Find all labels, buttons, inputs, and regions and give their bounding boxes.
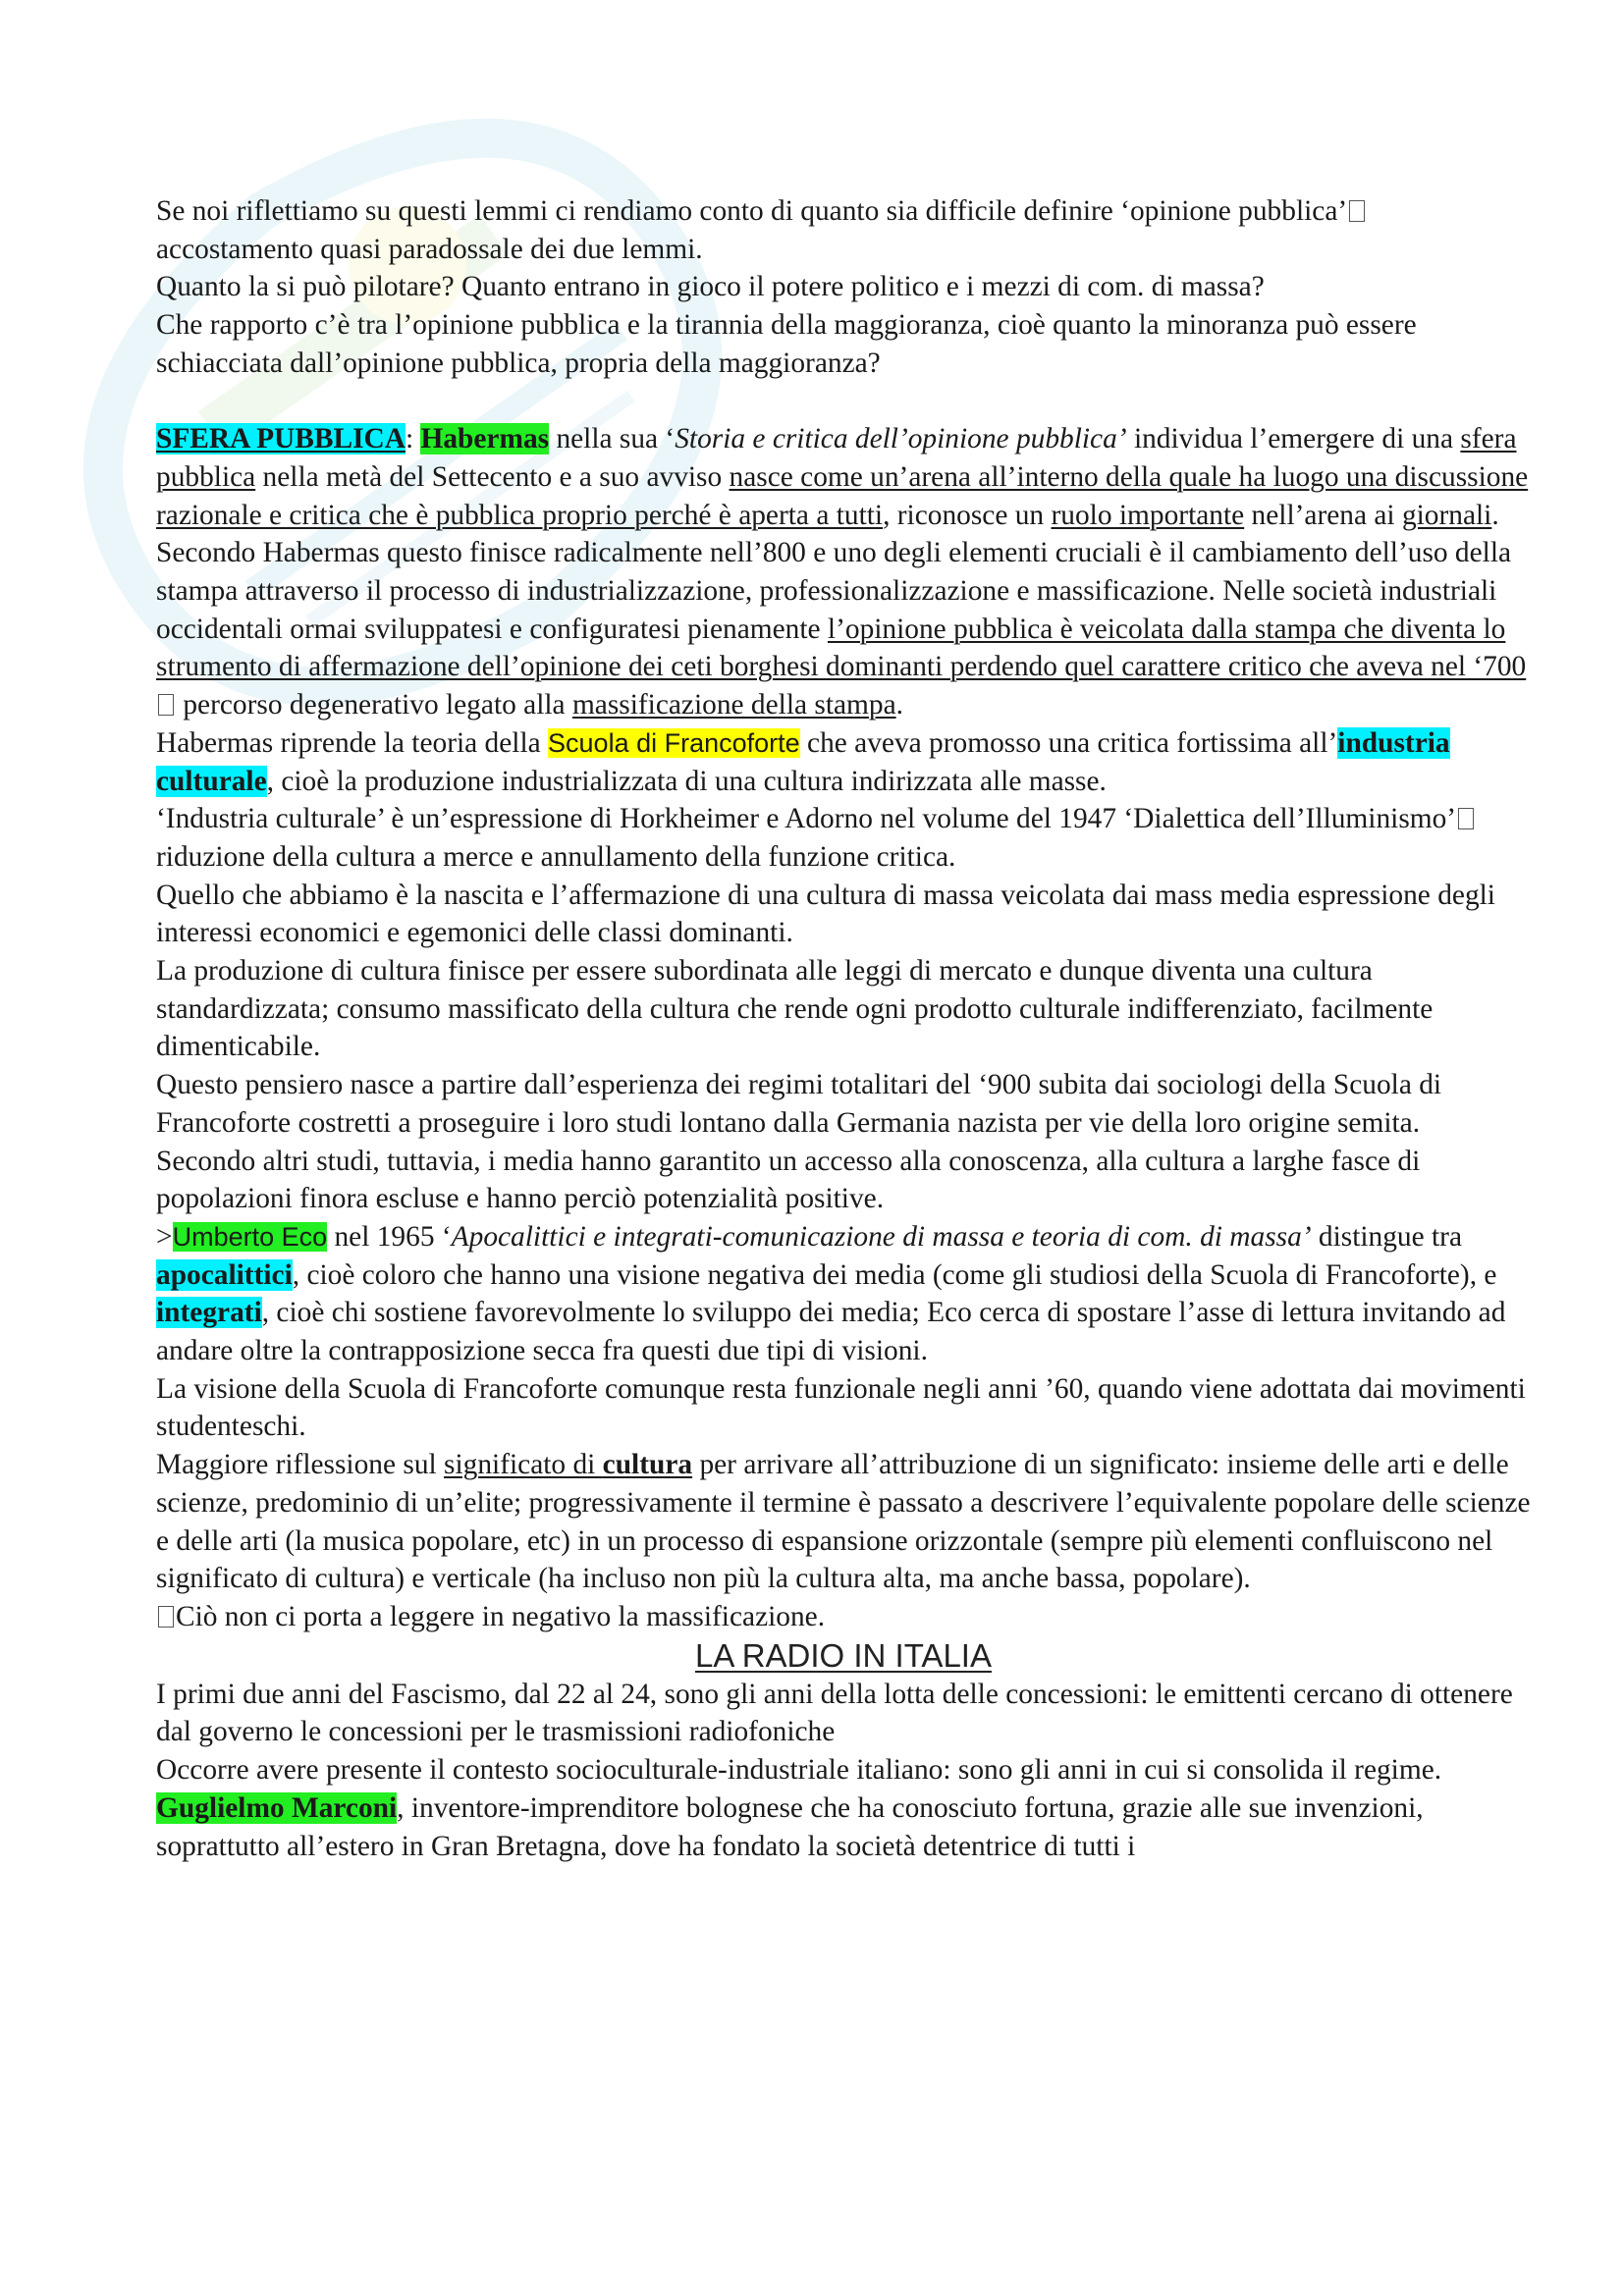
term-apocalittici: apocalittici (156, 1258, 293, 1291)
paragraph-cultura-massa: Quello che abbiamo è la nascita e l’affermazione di una cultura di massa veicolata dai mass media espressione degli interessi economici e egemonici delle classi dominanti. (156, 879, 1495, 949)
paragraph-pensiero: Questo pensiero nasce a partire dall’esperienza dei regimi totalitari del ‘900 subita dai sociologi della Scuola di Francoforte costretti a proseguire i loro studi lontano dalla Germania nazista per vie della loro origine semita. (156, 1069, 1442, 1139)
paragraph-sfera-pubblica: SFERA PUBBLICA: Habermas nella sua ‘Storia e critica dell’opinione pubblica’ individua l’emergere di una sfera pubblica nella metà del Settecento e a suo avviso nasce come un’arena all’interno della quale ha luogo una discussione razionale e critica che è pubblica proprio perché è aperta a tutti, riconosce un ruolo importante nell’arena ai giornali. (156, 423, 1529, 531)
document-body (156, 192, 1531, 1865)
arrow-glyph-icon (1458, 808, 1474, 829)
term-significato-cultura: significato di cultura (444, 1449, 693, 1481)
paragraph-conclusione: Ciò non ci porta a leggere in negativo la massificazione. (156, 1598, 1531, 1636)
arrow-glyph-icon (158, 694, 174, 716)
arrow-glyph-icon (158, 1606, 174, 1628)
paragraph-marconi: Guglielmo Marconi, inventore-imprenditore bolognese che ha conosciuto fortuna, grazie alle sue invenzioni, soprattutto all’estero in Gran Bretagna, dove ha fondato la società detentrice di tutti i (156, 1791, 1424, 1862)
paragraph-francoforte: Habermas riprende la teoria della Scuola di Francoforte che aveva promosso una critica fortissima all’industria culturale, cioè la produzione industrializzata di una cultura indirizzata alle masse. (156, 726, 1450, 797)
name-habermas: Habermas (420, 423, 550, 455)
name-umberto-eco: Umberto Eco (172, 1221, 328, 1252)
paragraph-produzione: La produzione di cultura finisce per essere subordinata alle leggi di mercato e dunque diventa una cultura standardizzata; consumo massificato della cultura che rende ogni prodotto culturale indifferenziato, facilmente dimenticabile. (156, 955, 1434, 1063)
paragraph-pilotare: Quanto la si può pilotare? Quanto entrano in gioco il potere politico e i mezzi di com. di massa? (156, 271, 1265, 303)
paragraph-fascismo: I primi due anni del Fascismo, dal 22 al 24, sono gli anni della lotta delle concessioni: le emittenti cercano di ottenere dal governo le concessioni per le trasmissioni radiofoniche (156, 1678, 1513, 1748)
book-title-habermas: Storia e critica dell’opinione pubblica’ (675, 423, 1127, 455)
term-sfera-pubblica: SFERA PUBBLICA (156, 423, 406, 455)
arrow-glyph-icon (1349, 200, 1365, 222)
name-guglielmo-marconi: Guglielmo Marconi (156, 1791, 398, 1824)
term-integrati: integrati (156, 1297, 262, 1329)
blank-line (156, 383, 1531, 421)
term-industria-culturale: industria culturale (156, 726, 1450, 797)
paragraph-industria-culturale: ‘Industria culturale’ è un’espressione di Horkheimer e Adorno nel volume del 1947 ‘Dialettica dell’Illuminismo’ riduzione della cultura a merce e annullamento della funzione critica. (156, 800, 1531, 876)
paragraph-tirannia: Che rapporto c’è tra l’opinione pubblica e la tirannia della maggioranza, cioè quanto la minoranza può essere schiacciata dall’opinione pubblica, propria della maggioranza? (156, 309, 1417, 379)
book-title-eco: Apocalittici e integrati-comunicazione di massa e teoria di com. di massa’ (451, 1220, 1312, 1253)
paragraph-umberto-eco: >Umberto Eco nel 1965 ‘Apocalittici e integrati-comunicazione di massa e teoria di com. di massa’ distingue tra apocalittici, cioè coloro che hanno una visione negativa dei media (come gli studiosi della Scuola di Francoforte), e integrati, cioè chi sostiene favorevolmente lo sviluppo dei media; Eco cerca di spostare l’asse di lettura invitando ad andare oltre la contrapposizione secca fra questi due tipi di visioni. (156, 1220, 1506, 1367)
paragraph-intro: Se noi riflettiamo su questi lemmi ci rendiamo conto di quanto sia difficile definire ‘opinione pubblica’ accostamento quasi paradossale dei due lemmi. (156, 192, 1531, 268)
paragraph-altri-studi: Secondo altri studi, tuttavia, i media hanno garantito un accesso alla conoscenza, alla cultura a larghe fasce di popolazioni finora escluse e hanno perciò potenzialità positive. (156, 1145, 1421, 1215)
paragraph-secondo-habermas: Secondo Habermas questo finisce radicalmente nell’800 e uno degli elementi cruciali è il cambiamento dell’uso della stampa attraverso il processo di industrializzazione, professionalizzazione e massificazione. Nelle società industriali occidentali ormai sviluppatesi e configuratesi pienamente l’opinione pubblica è veicolata dalla stampa che diventa lo strumento di affermazione dell’opinione dei ceti borghesi dominanti perdendo quel carattere critico che aveva nel ‘700 percorso degenerativo legato alla massificazione della stampa. (156, 537, 1527, 721)
paragraph-visione: La visione della Scuola di Francoforte comunque resta funzionale negli anni ’60, quando viene adottata dai movimenti studenteschi. (156, 1372, 1526, 1443)
paragraph-contesto: Occorre avere presente il contesto socioculturale-industriale italiano: sono gli anni in cui si consolida il regime. (156, 1754, 1442, 1787)
section-heading-radio: LA RADIO IN ITALIA (695, 1636, 992, 1674)
term-scuola-francoforte: Scuola di Francoforte (548, 727, 800, 758)
paragraph-significato-cultura: Maggiore riflessione sul significato di cultura per arrivare all’attribuzione di un significato: insieme delle arti e delle scienze, predominio di un’elite; progressivamente il termine è passato a descrivere l’equivalente popolare delle scienze e delle arti (la musica popolare, etc) in un processo di espansione orizzontale (sempre più elementi confluiscono nel significato di cultura) e verticale (ha incluso non più la cultura alta, ma anche bassa, popolare). (156, 1449, 1531, 1595)
